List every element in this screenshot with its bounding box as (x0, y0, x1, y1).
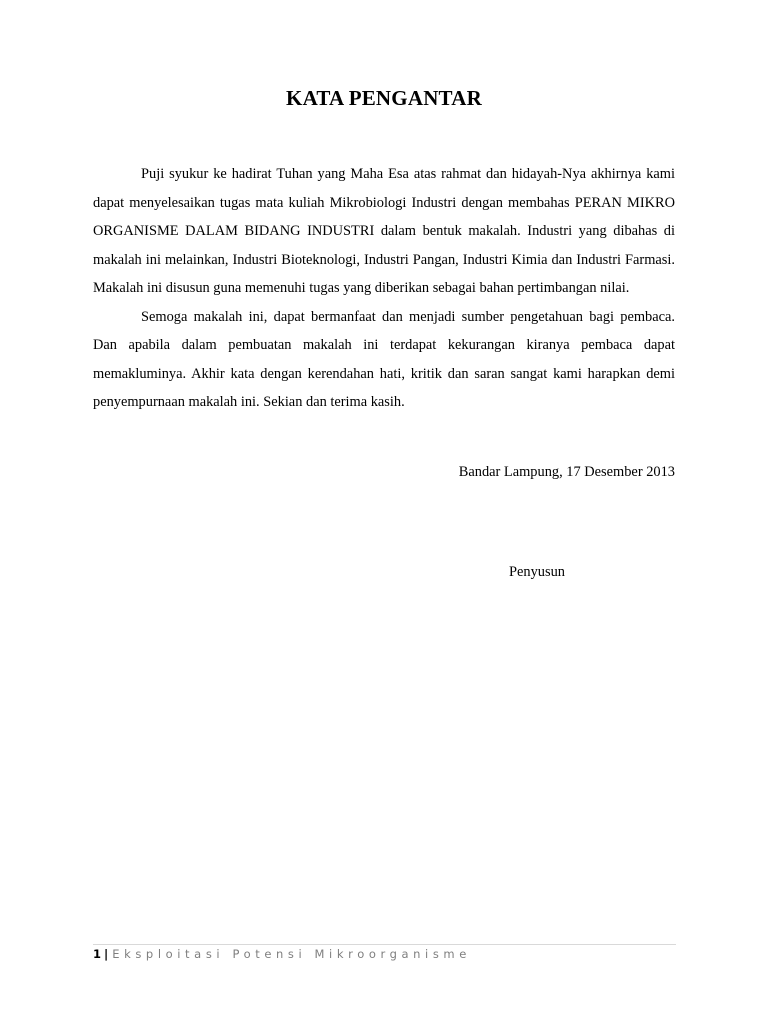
footer-separator: | (104, 947, 109, 961)
paragraph: Semoga makalah ini, dapat bermanfaat dan menjadi sumber pengetahuan bagi pembaca. Dan apabila dalam pembuatan makalah ini terdapat kekurangan kiranya pembaca dapat memakluminya. Akhir kata dengan kerendahan hati, kritik dan saran sangat kami harapkan demi penyempurnaan makalah ini. Sekian dan terima kasih. (93, 308, 675, 410)
place-date: Bandar Lampung, 17 Desember 2013 (458, 464, 675, 480)
page-number: 1 (93, 947, 102, 961)
paragraph: Puji syukur ke hadirat Tuhan yang Maha Esa atas rahmat dan hidayah-Nya akhirnya kami dapat menyelesaikan tugas mata kuliah Mikrobiologi Industri dengan membahas PERAN MIKRO ORGANISME DALAM BIDANG INDUSTRI dalam bentuk makalah. Industri yang dibahas di makalah ini melainkan, Industri Bioteknologi, Industri Pangan, Industri Kimia dan Industri Farmasi. Makalah ini disusun guna memenuhi tugas yang diberikan sebagai bahan pertimbangan nilai. (93, 166, 675, 296)
body-text (93, 160, 675, 417)
page-footer (93, 947, 471, 961)
footer-divider (93, 944, 676, 945)
page-title: KATA PENGANTAR (286, 86, 482, 110)
running-title: Eksploitasi Potensi Mikroorganisme (112, 947, 471, 961)
signer: Penyusun (509, 564, 565, 580)
